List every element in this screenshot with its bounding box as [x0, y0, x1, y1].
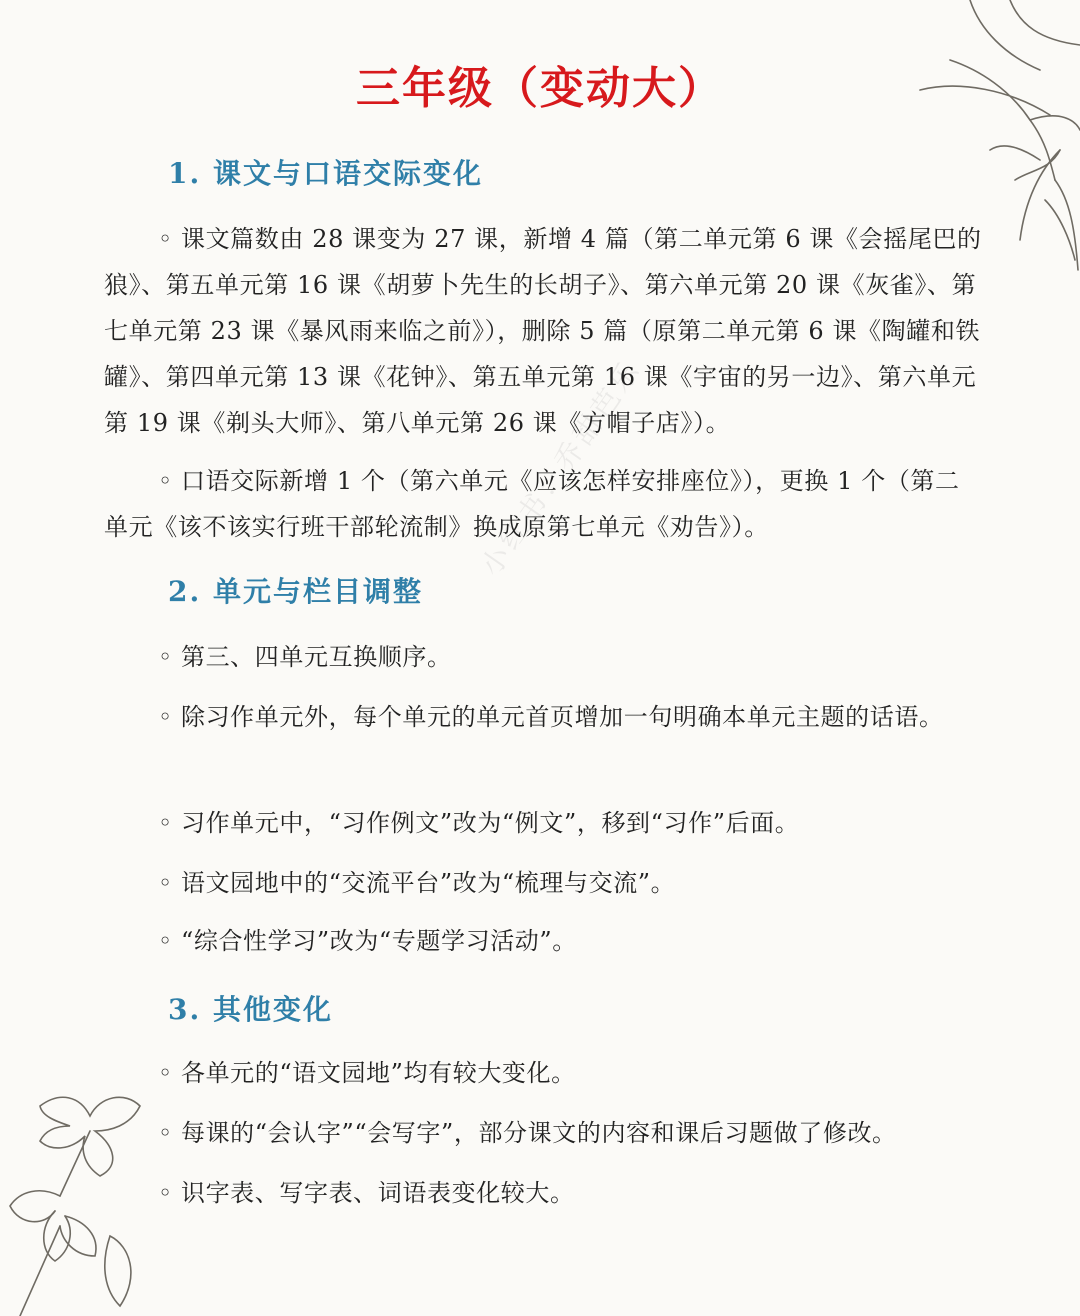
section-heading-2: 2. 单元与栏目调整 [168, 575, 423, 608]
section-heading-1: 1. 课文与口语交际变化 [168, 157, 483, 190]
paragraph: ◦ 每课的“会认字”“会写字”，部分课文的内容和课后习题做了修改。 [158, 1119, 897, 1147]
watermark: 小红书：乔甜芭乐 [474, 353, 648, 582]
paragraph: ◦ 口语交际新增 1 个（第六单元《应该怎样安排座位》），更换 1 个（第二单元《该不该实行班干部轮流制》换成原第七单元《劝告》）。 [104, 467, 960, 541]
paragraph: ◦ 第三、四单元互换顺序。 [158, 643, 452, 671]
page-title: 三年级（变动大） [356, 63, 724, 114]
section-heading-3: 3. 其他变化 [168, 993, 333, 1026]
paragraph: ◦ 除习作单元外，每个单元的单元首页增加一句明确本单元主题的话语。 [158, 703, 944, 731]
paragraph: ◦ 各单元的“语文园地”均有较大变化。 [158, 1059, 576, 1087]
flower-decoration-bottom-left [0, 1086, 170, 1316]
paragraph: ◦ 识字表、写字表、词语表变化较大。 [158, 1179, 575, 1207]
paragraph: ◦ “综合性学习”改为“专题学习活动”。 [158, 927, 577, 955]
paragraph: ◦ 课文篇数由 28 课变为 27 课，新增 4 篇（第二单元第 6 课《会摇尾巴的狼》、第五单元第 16 课《胡萝卜先生的长胡子》、第六单元第 20 课《灰雀》、第七单元第 23 课《暴风雨来临之前》），删除 5 篇（原第二单元第 6 课《陶罐和铁罐》、第四单元第 13 课《花钟》、第五单元第 16 课《宇宙的另一边》、第六单元第 19 课《剃头大师》、第八单元第 26 课《方帽子店》）。 [104, 225, 982, 437]
paragraph: ◦ 语文园地中的“交流平台”改为“梳理与交流”。 [158, 869, 676, 897]
paragraph: ◦ 习作单元中，“习作例文”改为“例文”，移到“习作”后面。 [158, 809, 800, 837]
